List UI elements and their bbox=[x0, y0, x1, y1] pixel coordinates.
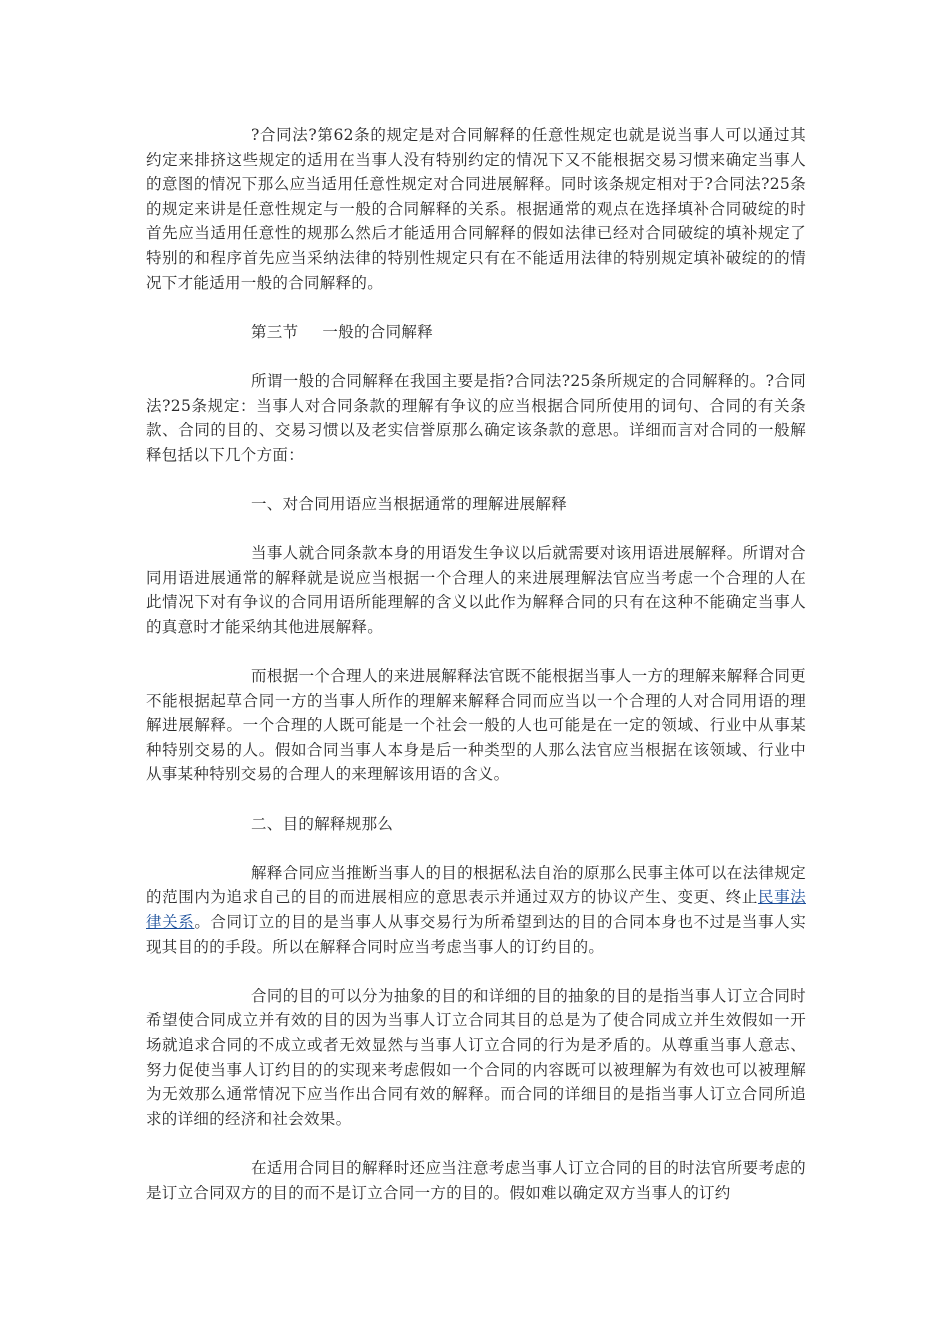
paragraph: 在适用合同目的解释时还应当注意考虑当事人订立合同的目的时法官所要考虑的是订立合同双方的目的而不是订立合同一方的目的。假如难以确定双方当事人的订约 bbox=[146, 1158, 806, 1202]
section-title: 一般的合同解释 bbox=[322, 322, 434, 341]
paragraph-text: 。合同订立的目的是当事人从事交易行为所希望到达的目的合同本身也不过是当事人实现其目的的手段。所以在解释合同时应当考虑当事人的订约目的。 bbox=[146, 913, 807, 956]
paragraph: 所谓一般的合同解释在我国主要是指?合同法?25条所规定的合同解释的。?合同法?25条规定：当事人对合同条款的理解有争议的应当根据合同所使用的词句、合同的有关条款、合同的目的、交易习惯以及老实信誉原那么确定该条款的意思。详细而言对合同的一般解释包括以下几个方面： bbox=[146, 371, 806, 464]
paragraph-with-link bbox=[146, 861, 806, 959]
paragraph: 合同的目的可以分为抽象的目的和详细的目的抽象的目的是指当事人订立合同时希望使合同成立并有效的目的因为当事人订立合同其目的总是为了使合同成立并生效假如一开场就追求合同的不成立或者无效显然与当事人订立合同的行为是矛盾的。从尊重当事人意志、努力促使当事人订约目的的实现来考虑假如一个合同的内容既可以被理解为有效也可以被理解为无效那么通常情况下应当作出合同有效的解释。而合同的详细目的是指当事人订立合同所追求的详细的经济和社会效果。 bbox=[146, 986, 806, 1128]
paragraph: 当事人就合同条款本身的用语发生争议以后就需要对该用语进展解释。所谓对合同用语进展通常的解释就是说应当根据一个合理人的来进展理解法官应当考虑一个合理的人在此情况下对有争议的合同用语所能理解的含义以此作为解释合同的只有在这种不能确定当事人的真意时才能采纳其他进展解释。 bbox=[146, 544, 806, 636]
document-body bbox=[146, 123, 806, 1230]
civil-legal-relation-link[interactable]: 民事法律关系 bbox=[146, 888, 806, 931]
section-heading bbox=[146, 320, 806, 345]
subheading: 二、目的解释规那么 bbox=[251, 814, 394, 833]
paragraph: ?合同法?第62条的规定是对合同解释的任意性规定也就是说当事人可以通过其约定来排挤这些规定的适用在当事人没有特别约定的情况下又不能根据交易习惯来确定当事人的意图的情况下那么应当适用任意性规定对合同进展解释。同时该条规定相对于?合同法?25条的规定来讲是任意性规定与一般的合同解释的关系。根据通常的观点在选择填补合同破绽的时首先应当适用任意性的规那么然后才能适用合同解释的假如法律已经对合同破绽的填补规定了特别的和程序首先应当采纳法律的特别性规定只有在不能适用法律的特别规定填补破绽的的情况下才能适用一般的合同解释的。 bbox=[146, 126, 806, 292]
paragraph-text: 解释合同应当推断当事人的目的根据私法自治的原那么民事主体可以在法律规定的范围内为追求自己的目的而进展相应的意思表示并通过双方的协议产生、变更、终止 bbox=[146, 863, 806, 907]
subheading: 一、对合同用语应当根据通常的理解进展解释 bbox=[251, 494, 568, 513]
paragraph: 而根据一个合理人的来进展解释法官既不能根据当事人一方的理解来解释合同更不能根据起草合同一方的当事人所作的理解来解释合同而应当以一个合理的人对合同用语的理解进展解释。一个合理的人既可能是一个社会一般的人也可能是在一定的领域、行业中从事某种特别交易的人。假如合同当事人本身是后一种类型的人那么法官应当根据在该领域、行业中从事某种特别交易的合理人的来理解该用语的含义。 bbox=[146, 667, 806, 784]
section-label: 第三节 bbox=[251, 322, 299, 341]
